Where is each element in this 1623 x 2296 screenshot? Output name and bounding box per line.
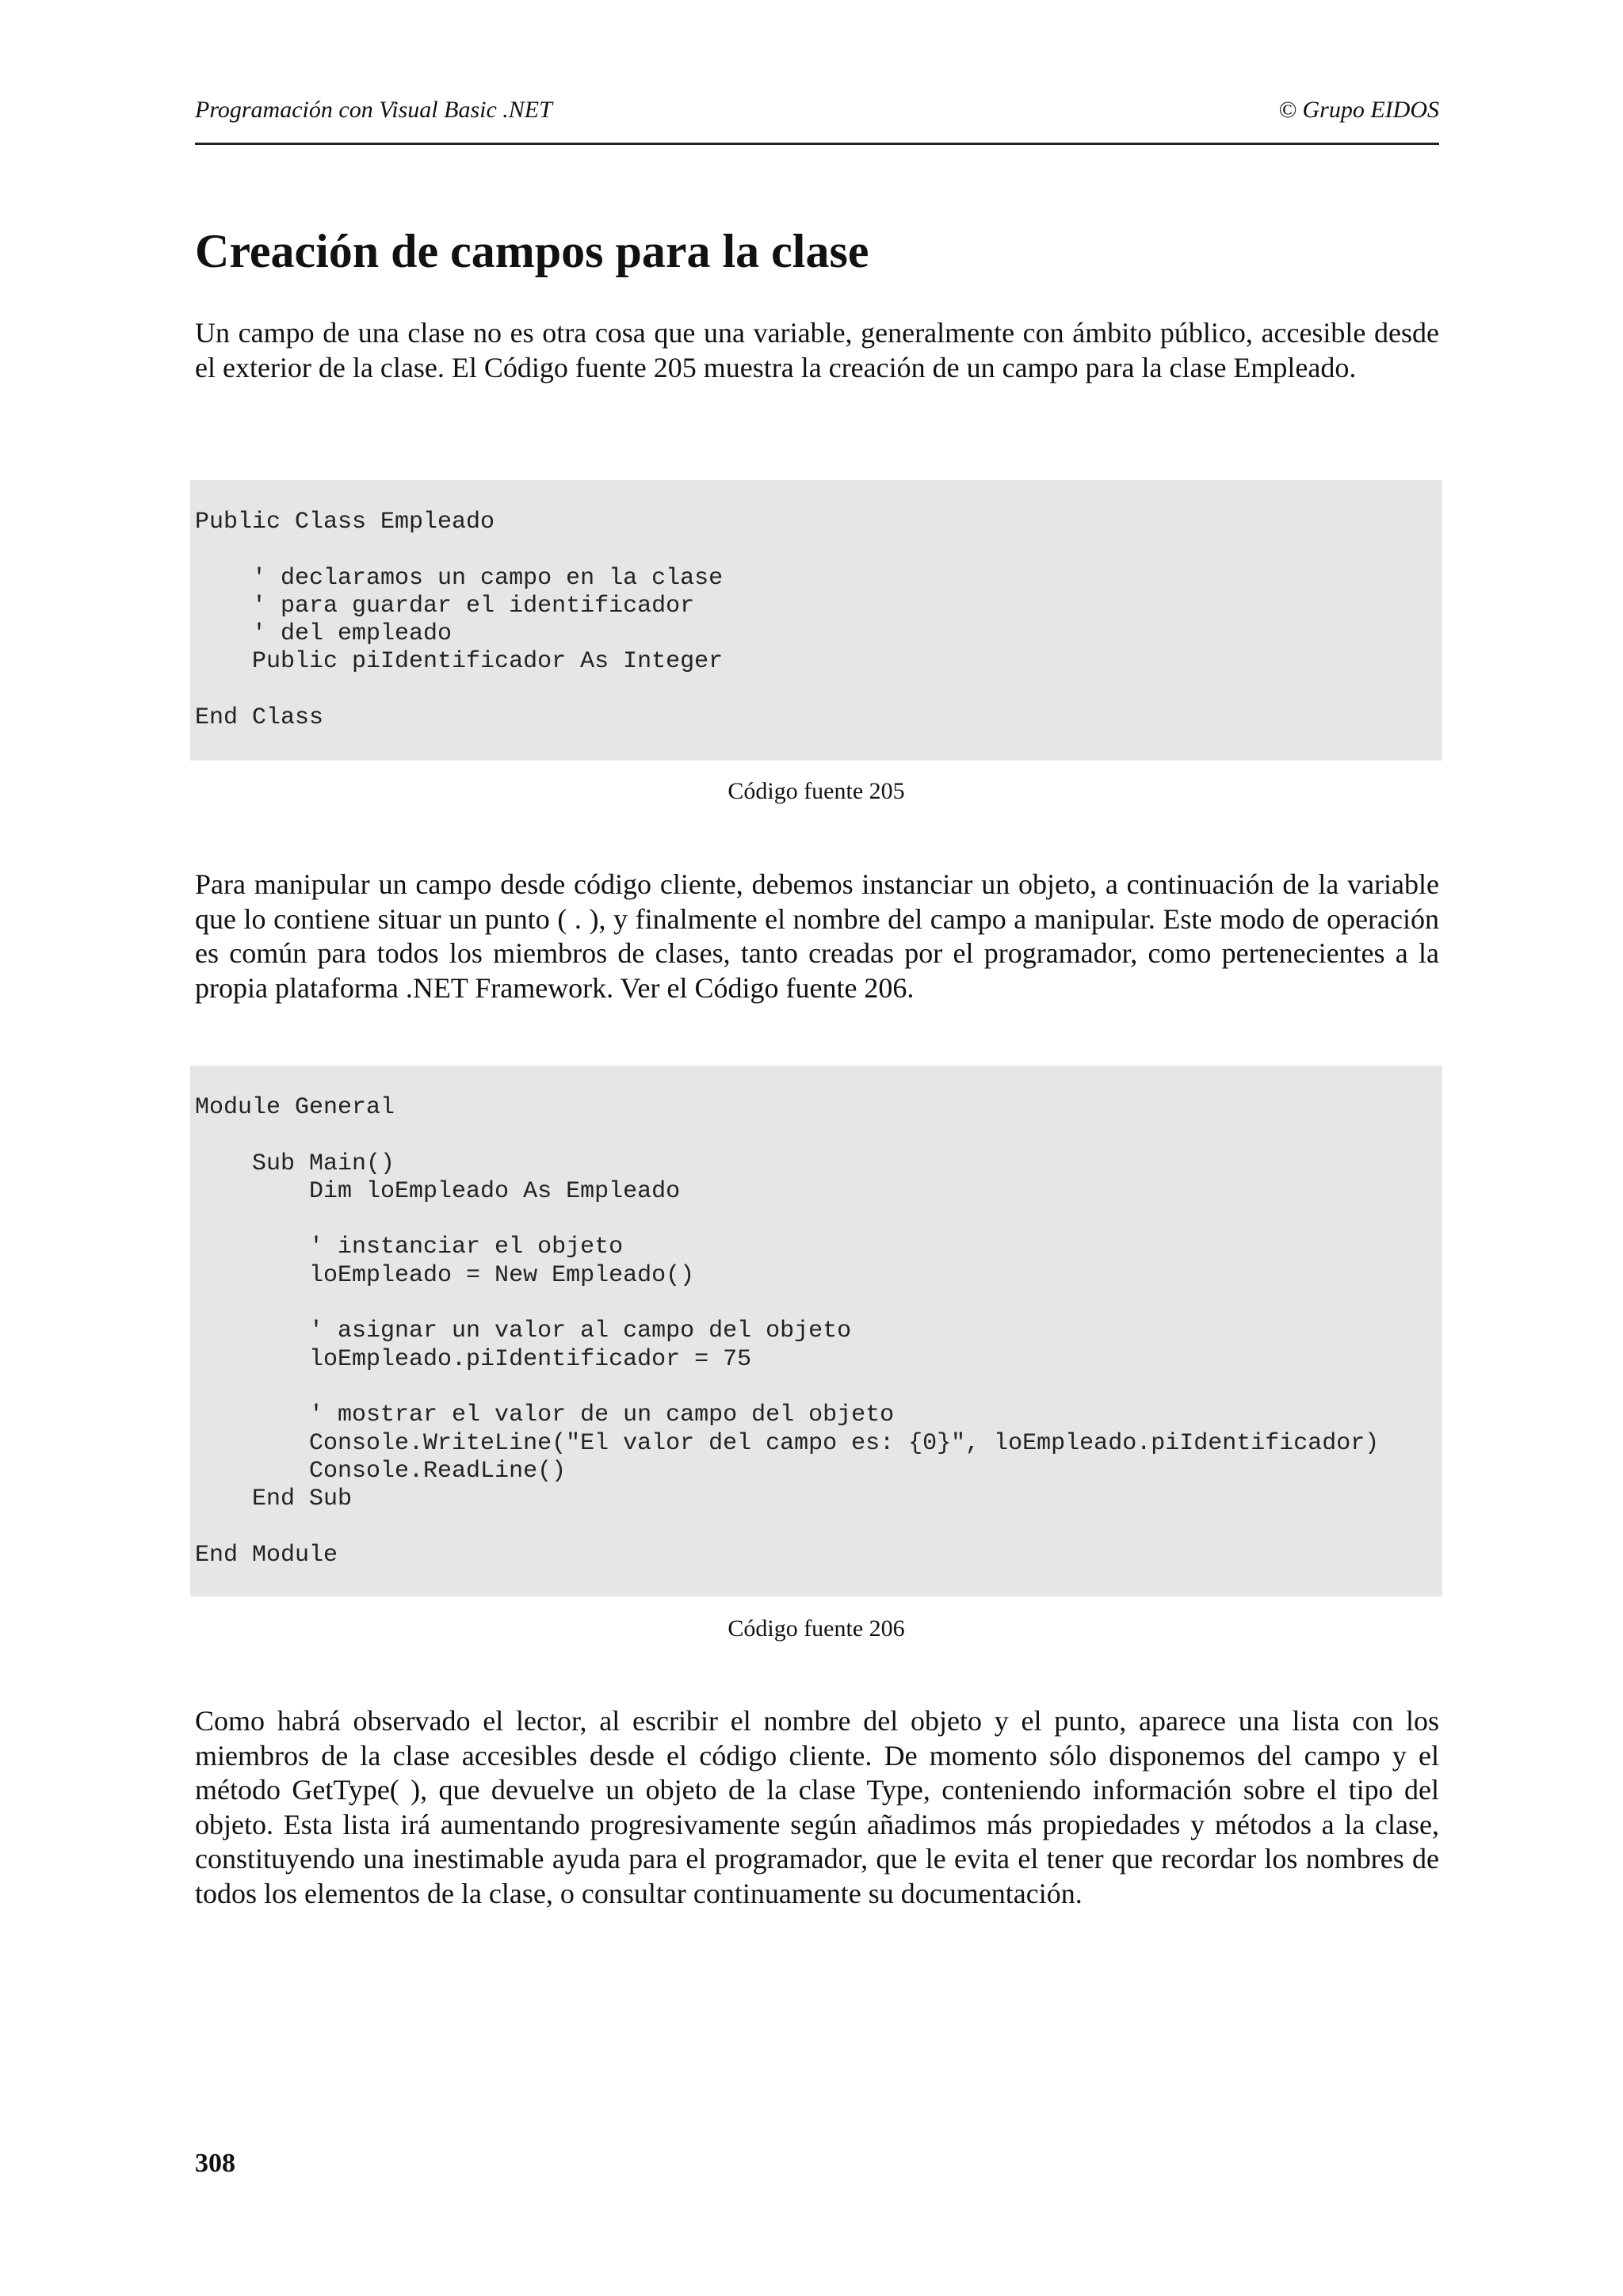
paragraph-intro: Un campo de una clase no es otra cosa que una variable, generalmente con ámbito público, accesible desde el exterior de la clase. El Código fuente 205 muestra la creación de un campo para la clase Empleado.	[195, 317, 1439, 383]
section-title: Creación de campos para la clase	[195, 225, 869, 277]
paragraph-member-list: Como habrá observado el lector, al escribir el nombre del objeto y el punto, aparece una lista con los miembros de la clase accesibles desde el código cliente. De momento sólo disponemos del campo y el método GetType( ), que devuelve un objeto de la clase Type, conteniendo información sobre el tipo del objeto. Esta lista irá aumentando progresivamente según añadimos más propiedades y métodos a la clase, constituyendo una inestimable ayuda para el programador, que le evita el tener que recordar los nombres de todos los elementos de la clase, o consultar continuamente su documentación.	[195, 1705, 1439, 1909]
header-publisher: © Grupo EIDOS	[1278, 97, 1439, 123]
code-block-205	[190, 480, 1442, 761]
code-listing: Module General Sub Main() Dim loEmpleado As Empleado ' instanciar el objeto loEmpleado = New Empleado() ' asignar un valor al campo del objeto loEmpleado.piIdentificador = 75 ' mostrar el valor de un campo del objeto Console.WriteLine("El valor del campo es: {0}", loEmpleado.piIdentificador) Console.ReadLine() End Sub End Module	[195, 1094, 1380, 1569]
code-block-206	[190, 1066, 1442, 1596]
header-book-title: Programación con Visual Basic .NET	[195, 97, 552, 123]
code-caption: Código fuente 206	[727, 1615, 905, 1642]
page-number: 308	[195, 2149, 235, 2178]
code-listing: Public Class Empleado ' declaramos un campo en la clase ' para guardar el identificador ' del empleado Public piIdentificador As Integer End Class	[195, 509, 724, 732]
code-caption: Código fuente 205	[727, 778, 905, 804]
paragraph-manipulate-field: Para manipular un campo desde código cliente, debemos instanciar un objeto, a continuación de la variable que lo contiene situar un punto ( . ), y finalmente el nombre del campo a manipular. Este modo de operación es común para todos los miembros de clases, tanto creadas por el programador, como pertenecientes a la propia plataforma .NET Framework. Ver el Código fuente 206.	[195, 868, 1439, 1004]
running-header	[195, 97, 1439, 145]
